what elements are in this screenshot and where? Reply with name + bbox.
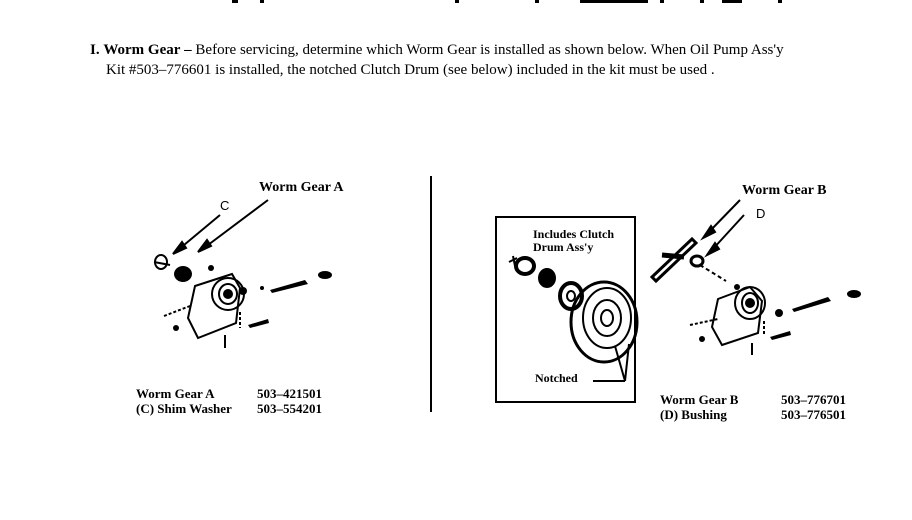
part-name: Worm Gear A: [136, 386, 215, 401]
heading-dash: –: [184, 42, 192, 58]
callout-c: C: [220, 198, 230, 213]
part-name: (C) Shim Washer: [136, 401, 232, 416]
parts-row: [136, 386, 322, 401]
intro-line-2: Kit #503–776601 is installed, the notched Clutch Drum (see below) included in the kit must be used .: [106, 62, 715, 78]
cropped-previous-line: [0, 0, 912, 6]
section-heading: Worm Gear: [103, 42, 181, 58]
part-name: Worm Gear B: [660, 392, 739, 407]
worm-gear-a-title: Worm Gear A: [259, 180, 344, 195]
item-number: I.: [90, 42, 100, 58]
notched-label: Notched: [535, 371, 578, 385]
part-number: 503–554201: [257, 401, 322, 416]
part-name: (D) Bushing: [660, 407, 727, 422]
worm-gear-a-diagram: [140, 190, 370, 360]
clutch-drum-kit-box: [495, 216, 636, 403]
parts-row: [660, 407, 846, 422]
part-number: 503–776501: [781, 407, 846, 422]
kit-title-line-1: Includes Clutch: [533, 227, 615, 241]
kit-title-line-2: Drum Ass'y: [533, 240, 594, 254]
part-number: 503–421501: [257, 386, 322, 401]
part-number: 503–776701: [781, 392, 846, 407]
parts-row: [136, 401, 322, 416]
intro-line-1: Before servicing, determine which Worm Gear is installed as shown below. When Oil Pump Ass'y: [195, 42, 784, 58]
worm-gear-b-title: Worm Gear B: [742, 183, 827, 198]
column-divider: [430, 176, 432, 412]
parts-row: [660, 392, 846, 407]
parts-list-b: [660, 392, 846, 422]
callout-d: D: [756, 206, 766, 221]
worm-gear-b-diagram: [640, 195, 880, 360]
parts-list-a: [136, 386, 322, 416]
intro-paragraph: [90, 40, 905, 80]
